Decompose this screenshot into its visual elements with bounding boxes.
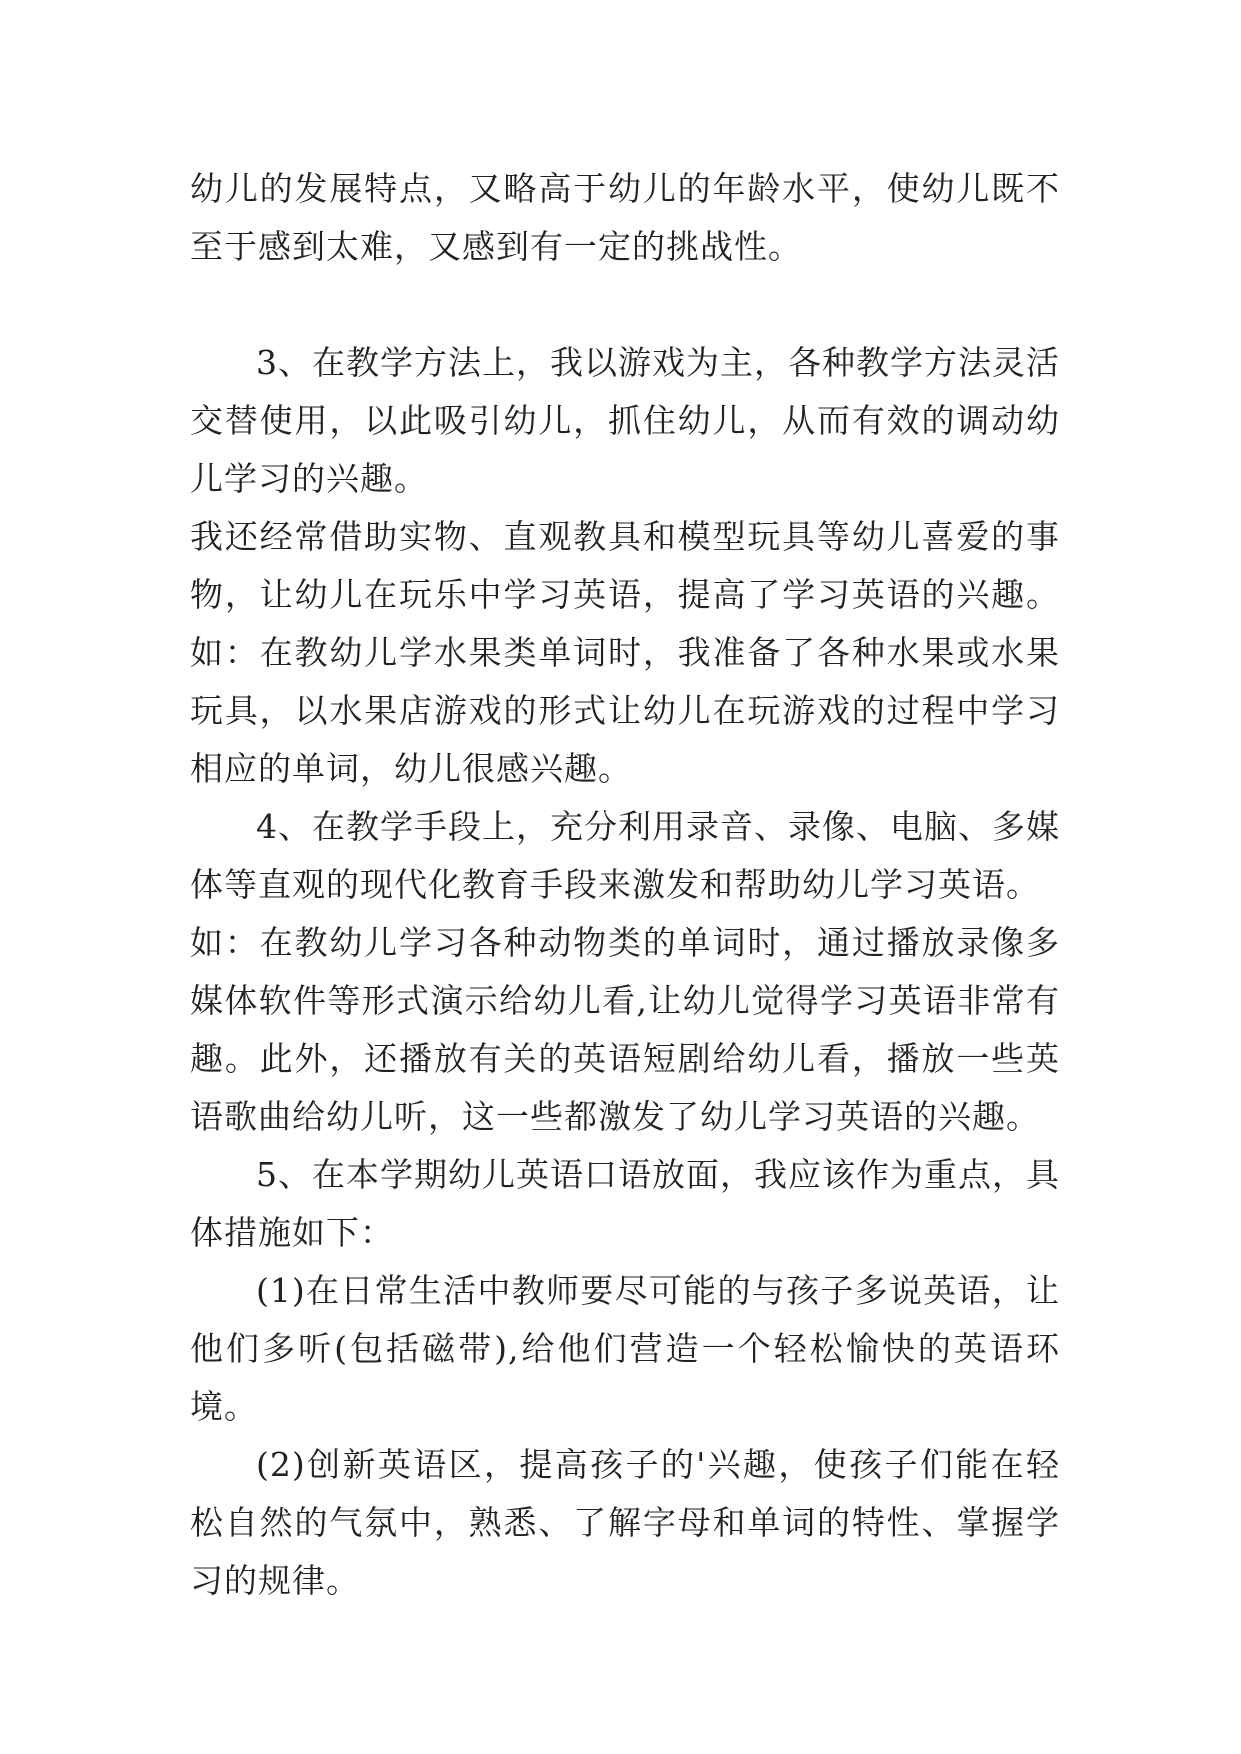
paragraph-continuation: 幼儿的发展特点，又略高于幼儿的年龄水平，使幼儿既不至于感到太难，又感到有一定的挑战性。 <box>190 169 1060 266</box>
paragraph-animal-example: 如：在教幼儿学习各种动物类的单词时，通过播放录像多媒体软件等形式演示给幼儿看,让幼儿觉得学习英语非常有趣。此外，还播放有关的英语短剧给幼儿看，播放一些英语歌曲给幼儿听，这一些都激发了幼儿学习英语的兴趣。 <box>190 923 1060 1136</box>
paragraph-teaching-method: 3、在教学方法上，我以游戏为主，各种教学方法灵活交替使用，以此吸引幼儿，抓住幼儿，从而有效的调动幼儿学习的兴趣。 <box>190 343 1060 498</box>
paragraph-real-objects: 我还经常借助实物、直观教具和模型玩具等幼儿喜爱的事物，让幼儿在玩乐中学习英语，提高了学习英语的兴趣。如：在教幼儿学水果类单词时，我准备了各种水果或水果玩具，以水果店游戏的形式让幼儿在玩游戏的过程中学习相应的单词，幼儿很感兴趣。 <box>190 517 1060 788</box>
paragraph-measure-2: (2)创新英语区，提高孩子的'兴趣，使孩子们能在轻松自然的气氛中，熟悉、了解字母和单词的特性、掌握学习的规律。 <box>190 1445 1060 1600</box>
paragraph-teaching-means: 4、在教学手段上，充分利用录音、录像、电脑、多媒体等直观的现代化教育手段来激发和帮助幼儿学习英语。 <box>190 807 1060 904</box>
paragraph-measure-1: (1)在日常生活中教师要尽可能的与孩子多说英语，让他们多听(包括磁带),给他们营造一个轻松愉快的英语环境。 <box>190 1271 1060 1426</box>
document-body <box>190 160 1060 1610</box>
paragraph-oral-english: 5、在本学期幼儿英语口语放面，我应该作为重点，具体措施如下： <box>190 1155 1060 1252</box>
